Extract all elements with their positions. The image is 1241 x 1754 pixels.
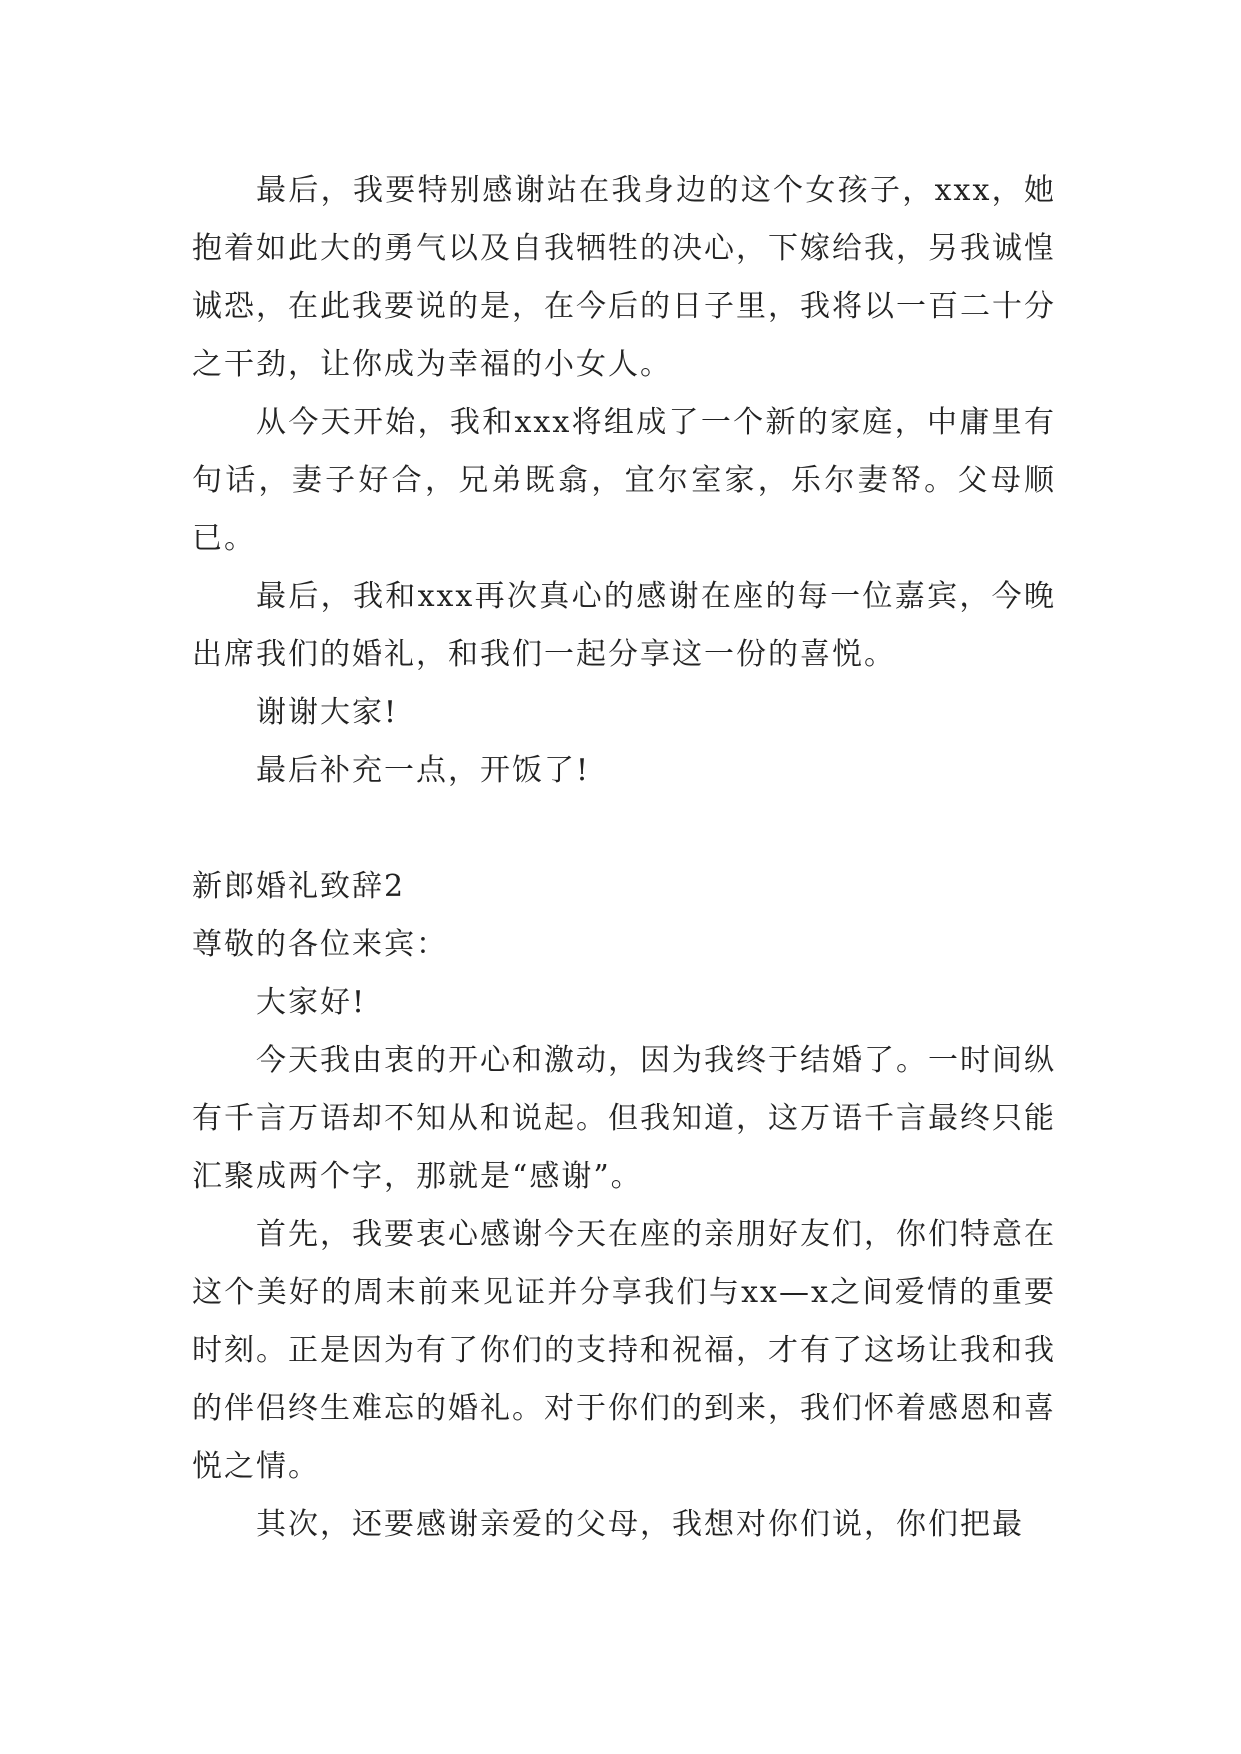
document-body <box>192 162 1056 1554</box>
paragraph: 最后，我要特别感谢站在我身边的这个女孩子，xxx，她抱着如此大的勇气以及自我牺牲的决心，下嫁给我，另我诚惶诚恐，在此我要说的是，在今后的日子里，我将以一百二十分之干劲，让你成为幸福的小女人。 <box>192 173 1056 382</box>
paragraph: 谢谢大家! <box>256 695 399 730</box>
paragraph: 从今天开始，我和xxx将组成了一个新的家庭，中庸里有句话，妻子好合，兄弟既翕，宜尔室家，乐尔妻帑。父母顺已。 <box>192 405 1056 556</box>
paragraph: 最后补充一点，开饭了! <box>256 753 591 788</box>
paragraph: 最后，我和xxx再次真心的感谢在座的每一位嘉宾，今晚出席我们的婚礼，和我们一起分享这一份的喜悦。 <box>192 579 1056 672</box>
paragraph: 大家好! <box>256 985 367 1020</box>
paragraph: 首先，我要衷心感谢今天在座的亲朋好友们，你们特意在这个美好的周末前来见证并分享我们与xx—x之间爱情的重要时刻。正是因为有了你们的支持和祝福，才有了这场让我和我的伴侣终生难忘的婚礼。对于你们的到来，我们怀着感恩和喜悦之情。 <box>192 1217 1056 1484</box>
section-title: 新郎婚礼致辞2 <box>192 869 406 904</box>
paragraph: 其次，还要感谢亲爱的父母，我想对你们说，你们把最 <box>256 1507 1024 1542</box>
salutation: 尊敬的各位来宾： <box>192 927 448 962</box>
section-gap <box>192 800 1056 858</box>
paragraph: 今天我由衷的开心和激动，因为我终于结婚了。一时间纵有千言万语却不知从和说起。但我知道，这万语千言最终只能汇聚成两个字，那就是“感谢”。 <box>192 1043 1056 1194</box>
